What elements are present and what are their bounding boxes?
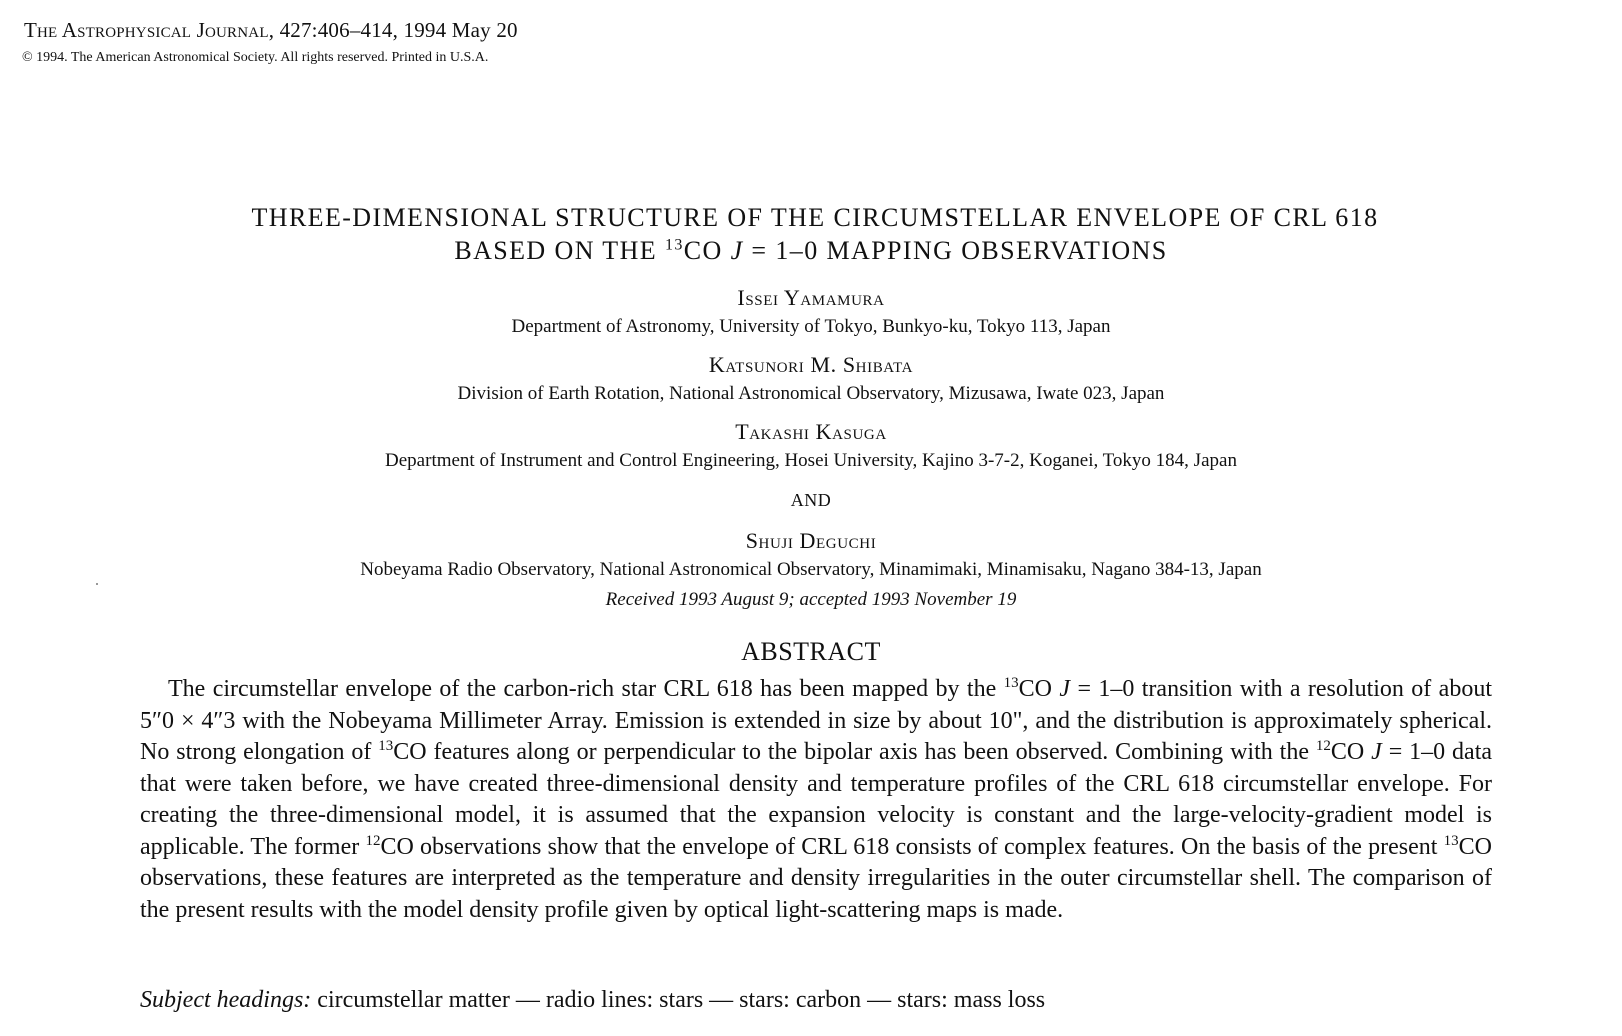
- isotope-superscript: 12: [1315, 738, 1331, 754]
- abstract-segment: CO observations, these features are interpreted as the temperature and density irregularities in the outer circumstellar shell. The comparison of the present results with the model density profile given by optical light-scattering maps is made.: [140, 833, 1492, 923]
- author-name: Issei Yamamura: [737, 285, 885, 310]
- title-part: = 1–0 MAPPING OBSERVATIONS: [743, 236, 1168, 265]
- author-name: Katsunori M. Shibata: [708, 352, 914, 377]
- abstract-text: [140, 674, 1492, 926]
- isotope-superscript: 12: [365, 832, 381, 849]
- title-part: BASED ON THE: [454, 236, 665, 265]
- journal-name: The Astrophysical Journal: [24, 18, 269, 42]
- abstract-segment: CO: [1018, 676, 1060, 702]
- abstract-heading: ABSTRACT: [741, 637, 881, 666]
- author-affiliation: Nobeyama Radio Observatory, National Astronomical Observatory, Minamimaki, Minamisaku, Nagano 384-13, Japan: [360, 559, 1262, 580]
- author-name: Shuji Deguchi: [745, 528, 877, 553]
- received-accepted-dates: Received 1993 August 9; accepted 1993 November 19: [605, 589, 1017, 610]
- isotope-superscript: 13: [1003, 675, 1019, 691]
- scan-speck: [96, 583, 98, 585]
- j-symbol: J: [1059, 676, 1071, 702]
- journal-citation: [24, 18, 518, 43]
- author-name: Takashi Kasuga: [735, 419, 887, 444]
- isotope-superscript: 13: [378, 738, 394, 754]
- abstract-segment: = 1–0 transition with a resolution of about 5″0 × 4″3 with the Nobeyama Millimeter Array. Emission is extended in size by about 10", and the distribution is approximately spherical. No strong elongation of: [140, 676, 1493, 765]
- j-symbol: J: [1371, 739, 1382, 765]
- copyright-notice: © 1994. The American Astronomical Society. All rights reserved. Printed in U.S.A.: [22, 50, 489, 65]
- author-conjunction: AND: [790, 490, 832, 510]
- isotope-superscript: 13: [1443, 832, 1459, 849]
- author-affiliation: Department of Astronomy, University of Tokyo, Bunkyo-ku, Tokyo 113, Japan: [511, 316, 1111, 337]
- journal-volume-pages-date: , 427:406–414, 1994 May 20: [268, 18, 518, 42]
- title-superscript: 13: [664, 236, 684, 254]
- author-affiliation: Division of Earth Rotation, National Astronomical Observatory, Mizusawa, Iwate 023, Japan: [457, 383, 1165, 404]
- title-j-symbol: J: [730, 236, 744, 265]
- abstract-segment: = 1–0 data that were taken before, we have created three-dimensional density and temperature profiles of the CRL 618 circumstellar envelope. For creating the three-dimensional model, it is assumed that the expansion velocity is constant and the large-velocity-gradient model is applicable. The former: [140, 739, 1493, 860]
- abstract-segment: CO: [1330, 739, 1372, 765]
- abstract-segment: CO features along or perpendicular to the bipolar axis has been observed. Combining with the: [393, 739, 1316, 765]
- subject-headings-label: Subject headings:: [140, 987, 312, 1013]
- paper-title-line-2: [0, 236, 1622, 266]
- title-part: CO: [683, 236, 731, 265]
- subject-headings: [140, 987, 1045, 1014]
- abstract-segment: The circumstellar envelope of the carbon-rich star CRL 618 has been mapped by the: [168, 676, 1004, 702]
- abstract-segment: CO observations show that the envelope of CRL 618 consists of complex features. On the basis of the present: [380, 833, 1444, 860]
- subject-headings-list: circumstellar matter — radio lines: stars — stars: carbon — stars: mass loss: [311, 987, 1046, 1013]
- author-affiliation: Department of Instrument and Control Engineering, Hosei University, Kajino 3-7-2, Koganei, Tokyo 184, Japan: [385, 450, 1237, 471]
- paper-title-line-1: THREE-DIMENSIONAL STRUCTURE OF THE CIRCUMSTELLAR ENVELOPE OF CRL 618: [251, 203, 1379, 232]
